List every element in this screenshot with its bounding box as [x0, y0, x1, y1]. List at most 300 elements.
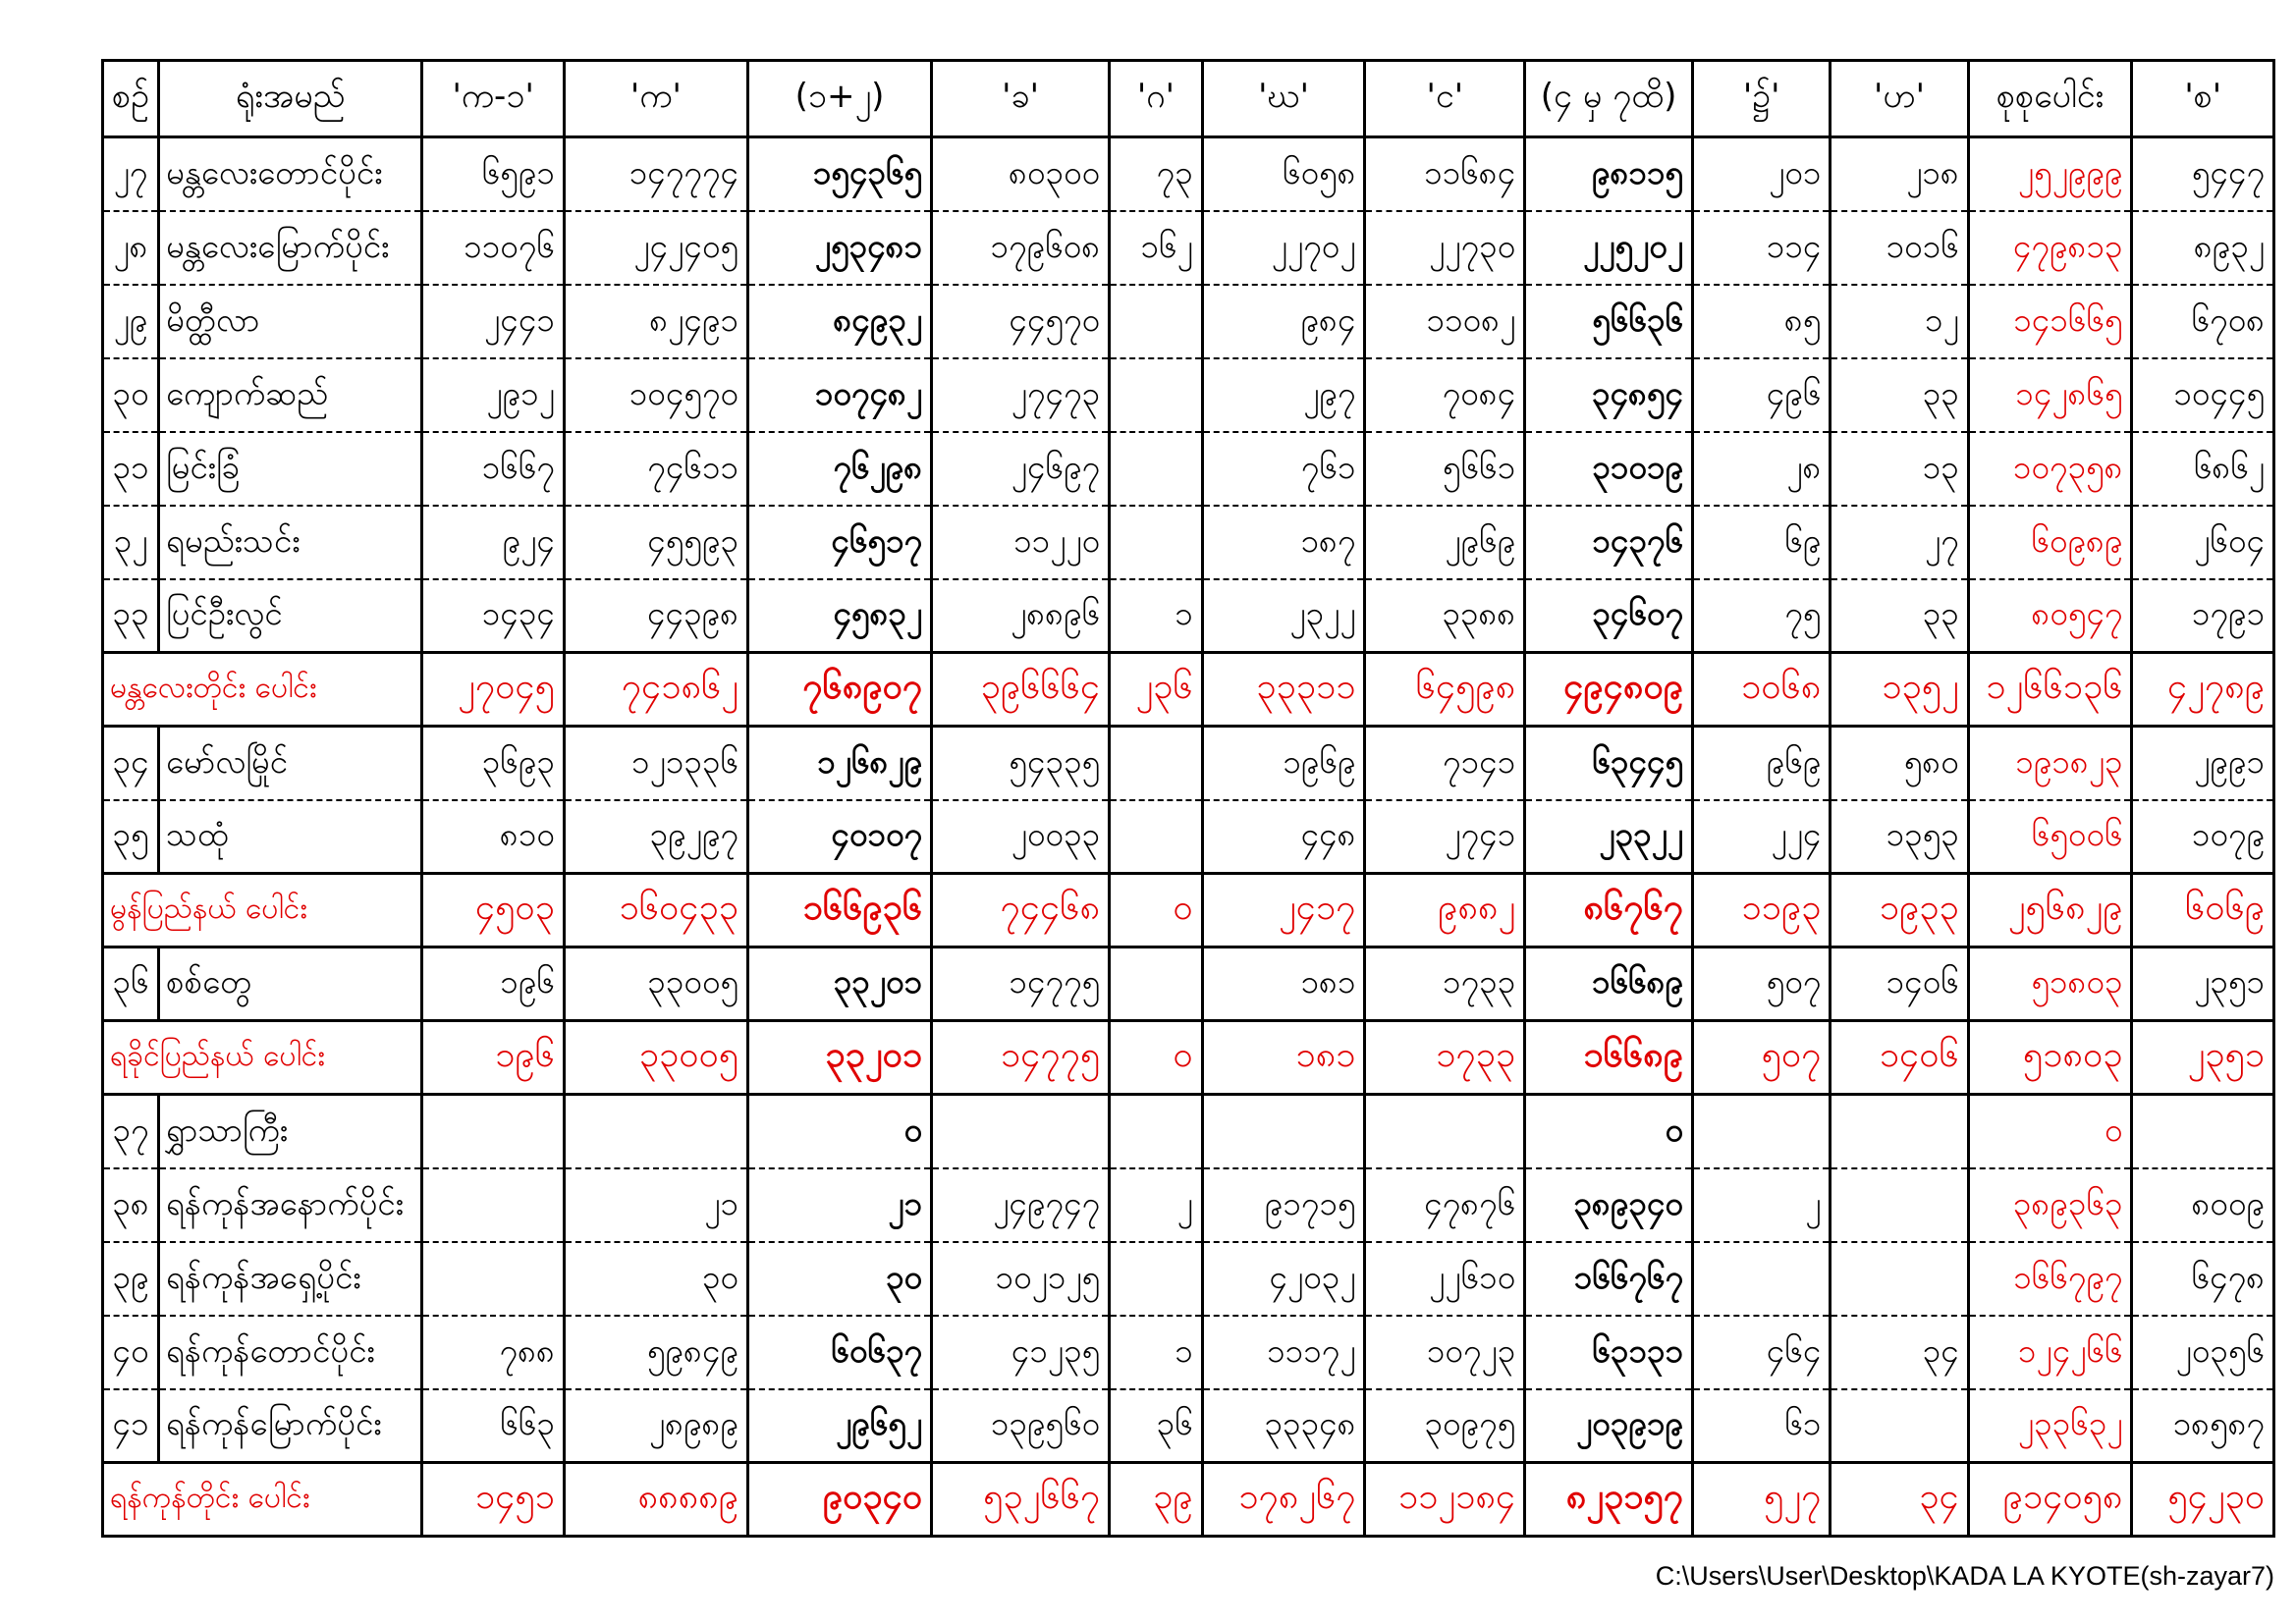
value-cell: ၆၈၆၂	[2132, 432, 2274, 506]
value-cell: ၁၁၄	[1693, 211, 1831, 285]
value-cell: ၁၁၂၂၀	[932, 506, 1110, 579]
value-cell: ၂၇၀၄၅	[422, 653, 564, 727]
value-cell: ၄၄၃၉၈	[564, 579, 747, 653]
value-cell: ၄၄၅၇၀	[932, 285, 1110, 358]
value-cell: ၃၃	[1831, 358, 1968, 432]
value-cell	[1202, 1095, 1365, 1168]
value-cell: ၇၄၄၆၈	[932, 874, 1110, 947]
office-name: ရန်ကုန်အနောက်ပိုင်း	[158, 1168, 421, 1242]
value-cell: ၂	[1110, 1168, 1203, 1242]
value-cell: ၉၁၄၀၅၈	[1968, 1463, 2132, 1537]
value-cell: ၅၆၆၁	[1365, 432, 1525, 506]
value-cell: ၁၇၃၃	[1365, 947, 1525, 1021]
value-cell: ၁၁၁၇၂	[1202, 1316, 1365, 1389]
region-total-label: ရခိုင်ပြည်နယ် ပေါင်း	[103, 1021, 422, 1095]
value-cell: ၁၄၇၇၅	[932, 1021, 1110, 1095]
value-cell: ၄၆၅၁၇	[747, 506, 931, 579]
value-cell: ၃၀	[564, 1242, 747, 1316]
value-cell	[1110, 1095, 1203, 1168]
value-cell: ၉၆၉	[1693, 727, 1831, 800]
value-cell: ၄၄၈	[1202, 800, 1365, 874]
revenue-table	[101, 59, 2275, 1538]
header-row	[103, 61, 2274, 137]
value-cell: ၈၂၄၉၁	[564, 285, 747, 358]
value-cell	[1110, 800, 1203, 874]
value-cell: ၁၇၃၃	[1365, 1021, 1525, 1095]
table-row	[103, 1389, 2274, 1463]
value-cell: ၃၃၂၀၁	[747, 947, 931, 1021]
column-header: 'ခ'	[932, 61, 1110, 137]
value-cell: ၁၆၆၇၉၇	[1968, 1242, 2132, 1316]
value-cell: ၁၃	[1831, 432, 1968, 506]
value-cell: ၀	[1110, 874, 1203, 947]
value-cell: ၈၉၃၂	[2132, 211, 2274, 285]
column-header: 'ဃ'	[1202, 61, 1365, 137]
table-row	[103, 506, 2274, 579]
column-header: ရုံးအမည်	[158, 61, 421, 137]
value-cell: ၇၄၆၁၁	[564, 432, 747, 506]
value-cell	[1110, 947, 1203, 1021]
value-cell: ၁၃၅၂	[1831, 653, 1968, 727]
value-cell: ၀	[1525, 1095, 1693, 1168]
value-cell: ၁၅၄၃၆၅	[747, 137, 931, 211]
value-cell: ၂၇၄၁	[1365, 800, 1525, 874]
value-cell: ၂၉၆၉	[1365, 506, 1525, 579]
value-cell: ၂၈၈၉၆	[932, 579, 1110, 653]
column-header: 'ဟ'	[1831, 61, 1968, 137]
value-cell: ၃၄	[1831, 1316, 1968, 1389]
value-cell: ၁၂၄၂၆၆	[1968, 1316, 2132, 1389]
table-row	[103, 432, 2274, 506]
table-row	[103, 211, 2274, 285]
value-cell: ၄၅၈၃၂	[747, 579, 931, 653]
value-cell: ၅၆၆၃၆	[1525, 285, 1693, 358]
value-cell: ၂၈၉၈၉	[564, 1389, 747, 1463]
value-cell: ၅၈၀	[1831, 727, 1968, 800]
value-cell: ၈၅	[1693, 285, 1831, 358]
value-cell: ၈၁၀	[422, 800, 564, 874]
value-cell	[1831, 1389, 1968, 1463]
value-cell: ၅၄၄၇	[2132, 137, 2274, 211]
region-total-label: ရန်ကုန်တိုင်း ပေါင်း	[103, 1463, 422, 1537]
value-cell: ၁	[1110, 579, 1203, 653]
value-cell: ၄၂၇၈၉	[2132, 653, 2274, 727]
office-name: ရွှာသာကြီး	[158, 1095, 421, 1168]
value-cell: ၂၂၇၃၀	[1365, 211, 1525, 285]
column-header: (၄ မှ ၇ထိ)	[1525, 61, 1693, 137]
value-cell: ၁၆၂	[1110, 211, 1203, 285]
value-cell: ၆၀၅၈	[1202, 137, 1365, 211]
office-name: ရန်ကုန်အရှေ့ပိုင်း	[158, 1242, 421, 1316]
table-row	[103, 1168, 2274, 1242]
value-cell: ၅၄၃၃၅	[932, 727, 1110, 800]
value-cell: ၁၄၂၈၆၅	[1968, 358, 2132, 432]
office-name: ရန်ကုန်တောင်ပိုင်း	[158, 1316, 421, 1389]
value-cell: ၆၀၆၉	[2132, 874, 2274, 947]
value-cell: ၄၆၄	[1693, 1316, 1831, 1389]
value-cell: ၆၃၁၃၁	[1525, 1316, 1693, 1389]
office-name: မြင်းခြံ	[158, 432, 421, 506]
row-number: ၃၃	[103, 579, 159, 653]
row-number: ၃၈	[103, 1168, 159, 1242]
value-cell: ၁၄၁၆၆၅	[1968, 285, 2132, 358]
value-cell: ၄၉၄၈၀၉	[1525, 653, 1693, 727]
table-row	[103, 1095, 2274, 1168]
table-row	[103, 1316, 2274, 1389]
value-cell: ၁၇၉၆၀၈	[932, 211, 1110, 285]
value-cell: ၂၈	[1693, 432, 1831, 506]
value-cell: ၂၄၆၉၇	[932, 432, 1110, 506]
value-cell: ၆၉	[1693, 506, 1831, 579]
value-cell: ၁၆၆၈၉	[1525, 947, 1693, 1021]
value-cell: ၇၄၁၈၆၂	[564, 653, 747, 727]
value-cell: ၄၇၈၇၆	[1365, 1168, 1525, 1242]
value-cell: ၈၄၉၃၂	[747, 285, 931, 358]
value-cell: ၀	[747, 1095, 931, 1168]
table-body	[103, 137, 2274, 1537]
value-cell: ၁၂၆၈၂၉	[747, 727, 931, 800]
row-number: ၃၁	[103, 432, 159, 506]
value-cell: ၃၉၆၆၆၄	[932, 653, 1110, 727]
value-cell: ၁၈၅၈၇	[2132, 1389, 2274, 1463]
table-row	[103, 285, 2274, 358]
row-number: ၄၁	[103, 1389, 159, 1463]
value-cell: ၄၇၉၈၁၃	[1968, 211, 2132, 285]
value-cell: ၂၅၃၄၈၁	[747, 211, 931, 285]
value-cell: ၁၉၃၃	[1831, 874, 1968, 947]
column-header: စုစုပေါင်း	[1968, 61, 2132, 137]
column-header: စဉ်	[103, 61, 159, 137]
value-cell: ၁၆၆၇	[422, 432, 564, 506]
value-cell	[1831, 1095, 1968, 1168]
value-cell: ၁၁၀၇၆	[422, 211, 564, 285]
value-cell: ၁၄၇၇၅	[932, 947, 1110, 1021]
value-cell: ၁	[1110, 1316, 1203, 1389]
value-cell: ၁၆၀၄၃၃	[564, 874, 747, 947]
office-name: မိတ္ထီလာ	[158, 285, 421, 358]
value-cell: ၃၀	[747, 1242, 931, 1316]
value-cell: ၂၉၆၅၂	[747, 1389, 931, 1463]
value-cell: ၃၃၀၀၅	[564, 1021, 747, 1095]
value-cell: ၃၃၈၈	[1365, 579, 1525, 653]
value-cell: ၂၃၅၁	[2132, 947, 2274, 1021]
table-row	[103, 947, 2274, 1021]
value-cell: ၅၁၈၀၃	[1968, 1021, 2132, 1095]
value-cell: ၄၂၀၃၂	[1202, 1242, 1365, 1316]
value-cell	[422, 1095, 564, 1168]
value-cell: ၇၈၈	[422, 1316, 564, 1389]
value-cell: ၂၄၁၇	[1202, 874, 1365, 947]
value-cell: ၂၁	[564, 1168, 747, 1242]
row-number: ၂၇	[103, 137, 159, 211]
value-cell: ၁၀၇၂၃	[1365, 1316, 1525, 1389]
table-row	[103, 1242, 2274, 1316]
subtotal-row	[103, 653, 2274, 727]
value-cell: ၂၄၉၇၄၇	[932, 1168, 1110, 1242]
value-cell: ၁၄၃၄	[422, 579, 564, 653]
column-header: 'က'	[564, 61, 747, 137]
value-cell: ၆၅၀၀၆	[1968, 800, 2132, 874]
value-cell: ၃၉	[1110, 1463, 1203, 1537]
office-name: မန္တလေးမြောက်ပိုင်း	[158, 211, 421, 285]
value-cell: ၆၀၆၃၇	[747, 1316, 931, 1389]
value-cell: ၁၃၅၃	[1831, 800, 1968, 874]
value-cell: ၂၂၆၁၀	[1365, 1242, 1525, 1316]
value-cell	[1110, 727, 1203, 800]
value-cell: ၃၆	[1110, 1389, 1203, 1463]
value-cell: ၁၇၉၁	[2132, 579, 2274, 653]
value-cell: ၁၉၁၈၂၃	[1968, 727, 2132, 800]
value-cell: ၅၃၂၆၆၇	[932, 1463, 1110, 1537]
value-cell: ၂၄၄၁	[422, 285, 564, 358]
column-header: (၁+၂)	[747, 61, 931, 137]
value-cell	[2132, 1095, 2274, 1168]
value-cell: ၁၃၉၅၆၀	[932, 1389, 1110, 1463]
subtotal-row	[103, 874, 2274, 947]
value-cell: ၃၃၃၁၁	[1202, 653, 1365, 727]
table-row	[103, 137, 2274, 211]
value-cell: ၆၆၃	[422, 1389, 564, 1463]
value-cell: ၂၉၁၂	[422, 358, 564, 432]
value-cell: ၃၈၉၃၆၃	[1968, 1168, 2132, 1242]
row-number: ၃၆	[103, 947, 159, 1021]
value-cell: ၂၅၆၈၂၉	[1968, 874, 2132, 947]
value-cell: ၅၉၈၄၉	[564, 1316, 747, 1389]
value-cell	[564, 1095, 747, 1168]
value-cell: ၆၁	[1693, 1389, 1831, 1463]
table-row	[103, 579, 2274, 653]
value-cell: ၇၁၄၁	[1365, 727, 1525, 800]
table-row	[103, 727, 2274, 800]
value-cell	[1693, 1095, 1831, 1168]
value-cell	[1365, 1095, 1525, 1168]
value-cell: ၂၄၂၄၀၅	[564, 211, 747, 285]
value-cell	[422, 1168, 564, 1242]
row-number: ၂၉	[103, 285, 159, 358]
row-number: ၃၉	[103, 1242, 159, 1316]
value-cell: ၈၆၇၆၇	[1525, 874, 1693, 947]
value-cell: ၂၃၆	[1110, 653, 1203, 727]
value-cell: ၁၈၁	[1202, 1021, 1365, 1095]
value-cell: ၀	[1968, 1095, 2132, 1168]
value-cell: ၅၁၈၀၃	[1968, 947, 2132, 1021]
value-cell: ၃၃၂၀၁	[747, 1021, 931, 1095]
value-cell: ၈၀၃၀၀	[932, 137, 1110, 211]
table-row	[103, 800, 2274, 874]
value-cell: ၇၆၈၉၀၇	[747, 653, 931, 727]
value-cell: ၁၀၄၅၇၀	[564, 358, 747, 432]
value-cell: ၉၈၁၁၅	[1525, 137, 1693, 211]
value-cell: ၆၄၅၉၈	[1365, 653, 1525, 727]
value-cell: ၁၁၆၈၄	[1365, 137, 1525, 211]
value-cell: ၅၀၇	[1693, 1021, 1831, 1095]
value-cell: ၂၁	[747, 1168, 931, 1242]
value-cell: ၅၄၂၃၀	[2132, 1463, 2274, 1537]
value-cell: ၂၅၂၉၉၉	[1968, 137, 2132, 211]
value-cell: ၃၃	[1831, 579, 1968, 653]
value-cell: ၄၁၂၃၅	[932, 1316, 1110, 1389]
value-cell: ၂၀၁	[1693, 137, 1831, 211]
value-cell: ၉၀၃၄၀	[747, 1463, 931, 1537]
column-header: '၌'	[1693, 61, 1831, 137]
value-cell: ၂၉၇	[1202, 358, 1365, 432]
office-name: မော်လမြိုင်	[158, 727, 421, 800]
value-cell: ၂၂၄	[1693, 800, 1831, 874]
value-cell: ၁၁၂၁၈၄	[1365, 1463, 1525, 1537]
value-cell: ၉၈၈၂	[1365, 874, 1525, 947]
value-cell: ၂၀၃၅၆	[2132, 1316, 2274, 1389]
region-total-label: မွန်ပြည်နယ် ပေါင်း	[103, 874, 422, 947]
value-cell	[932, 1095, 1110, 1168]
value-cell: ၇၆၂၉၈	[747, 432, 931, 506]
value-cell: ၆၄၇၈	[2132, 1242, 2274, 1316]
value-cell: ၃၄	[1831, 1463, 1968, 1537]
value-cell: ၁၀၆၈	[1693, 653, 1831, 727]
report-sheet	[101, 59, 2275, 1538]
value-cell: ၂၇၄၇၃	[932, 358, 1110, 432]
value-cell: ၁၀၄၄၅	[2132, 358, 2274, 432]
column-header: 'င'	[1365, 61, 1525, 137]
value-cell	[1110, 506, 1203, 579]
value-cell: ၂၆၀၄	[2132, 506, 2274, 579]
value-cell: ၂၃၃၆၃၂	[1968, 1389, 2132, 1463]
value-cell: ၈၂၃၁၅၇	[1525, 1463, 1693, 1537]
value-cell: ၂၂၅၂၀၂	[1525, 211, 1693, 285]
value-cell: ၇၃	[1110, 137, 1203, 211]
value-cell: ၁၁၀၈၂	[1365, 285, 1525, 358]
row-number: ၃၀	[103, 358, 159, 432]
value-cell: ၁၀၁၆	[1831, 211, 1968, 285]
value-cell: ၅၂၇	[1693, 1463, 1831, 1537]
row-number: ၄၀	[103, 1316, 159, 1389]
value-cell: ၅၀၇	[1693, 947, 1831, 1021]
row-number: ၃၅	[103, 800, 159, 874]
value-cell: ၆၀၉၈၉	[1968, 506, 2132, 579]
value-cell: ၉၁၇၁၅	[1202, 1168, 1365, 1242]
value-cell: ၁၄၀၆	[1831, 1021, 1968, 1095]
office-name: ပြင်ဦးလွင်	[158, 579, 421, 653]
value-cell: ၃၁၀၁၉	[1525, 432, 1693, 506]
row-number: ၃၄	[103, 727, 159, 800]
row-number: ၃၂	[103, 506, 159, 579]
value-cell: ၁၄၀၆	[1831, 947, 1968, 1021]
row-number: ၃၇	[103, 1095, 159, 1168]
value-cell: ၃၉၂၉၇	[564, 800, 747, 874]
value-cell: ၄၉၆	[1693, 358, 1831, 432]
value-cell: ၁၆၆၇၆၇	[1525, 1242, 1693, 1316]
value-cell: ၈၀၀၉	[2132, 1168, 2274, 1242]
value-cell: ၇၀၈၄	[1365, 358, 1525, 432]
value-cell: ၈၈၈၈၉	[564, 1463, 747, 1537]
column-header: 'ဂ'	[1110, 61, 1203, 137]
column-header: 'စ'	[2132, 61, 2274, 137]
row-number: ၂၈	[103, 211, 159, 285]
value-cell: ၁၄၇၇၇၄	[564, 137, 747, 211]
column-header: 'က-၁'	[422, 61, 564, 137]
value-cell: ၂၃၅၁	[2132, 1021, 2274, 1095]
value-cell: ၁၉၆	[422, 947, 564, 1021]
value-cell: ၁၇၈၂၆၇	[1202, 1463, 1365, 1537]
value-cell: ၃၀၉၇၅	[1365, 1389, 1525, 1463]
value-cell: ၁၈၁	[1202, 947, 1365, 1021]
value-cell: ၃၆၉၃	[422, 727, 564, 800]
value-cell: ၀	[1110, 1021, 1203, 1095]
region-total-label: မန္တလေးတိုင်း ပေါင်း	[103, 653, 422, 727]
value-cell: ၃၃၀၀၅	[564, 947, 747, 1021]
value-cell: ၈၀၅၄၇	[1968, 579, 2132, 653]
value-cell: ၂၀၀၃၃	[932, 800, 1110, 874]
office-name: သထုံ	[158, 800, 421, 874]
value-cell: ၁၁၉၃	[1693, 874, 1831, 947]
file-path-footer: C:\Users\User\Desktop\KADA LA KYOTE(sh-zayar7)	[1655, 1561, 2274, 1591]
value-cell: ၆၇၀၈	[2132, 285, 2274, 358]
value-cell	[1110, 1242, 1203, 1316]
value-cell	[1831, 1168, 1968, 1242]
value-cell: ၇၅	[1693, 579, 1831, 653]
value-cell	[1693, 1242, 1831, 1316]
value-cell	[1110, 432, 1203, 506]
value-cell: ၁၀၇၃၅၈	[1968, 432, 2132, 506]
value-cell: ၁၀၇၉	[2132, 800, 2274, 874]
value-cell: ၆၅၉၁	[422, 137, 564, 211]
value-cell: ၃၄၈၅၄	[1525, 358, 1693, 432]
value-cell: ၁၂၁၃၃၆	[564, 727, 747, 800]
value-cell: ၆၃၄၄၅	[1525, 727, 1693, 800]
value-cell: ၁၉၆၉	[1202, 727, 1365, 800]
office-name: မန္တလေးတောင်ပိုင်း	[158, 137, 421, 211]
value-cell: ၉၂၄	[422, 506, 564, 579]
value-cell: ၂၇	[1831, 506, 1968, 579]
value-cell: ၁၄၅၁	[422, 1463, 564, 1537]
value-cell: ၃၄၆၀၇	[1525, 579, 1693, 653]
value-cell: ၁၂၆၆၁၃၆	[1968, 653, 2132, 727]
value-cell: ၁၂	[1831, 285, 1968, 358]
value-cell: ၁၈၇	[1202, 506, 1365, 579]
value-cell: ၂	[1693, 1168, 1831, 1242]
value-cell: ၂၃၃၂၂	[1525, 800, 1693, 874]
value-cell: ၂၁၈	[1831, 137, 1968, 211]
value-cell	[422, 1242, 564, 1316]
office-name: စစ်တွေ	[158, 947, 421, 1021]
value-cell: ၃၈၉၃၄၀	[1525, 1168, 1693, 1242]
value-cell: ၁၀၂၁၂၅	[932, 1242, 1110, 1316]
value-cell: ၃၃၃၄၈	[1202, 1389, 1365, 1463]
table-row	[103, 358, 2274, 432]
value-cell: ၇၆၁	[1202, 432, 1365, 506]
subtotal-row	[103, 1463, 2274, 1537]
value-cell: ၄၅၅၉၃	[564, 506, 747, 579]
value-cell: ၁၆၆၉၃၆	[747, 874, 931, 947]
subtotal-row	[103, 1021, 2274, 1095]
office-name: ရန်ကုန်မြောက်ပိုင်း	[158, 1389, 421, 1463]
value-cell: ၂၉၉၁	[2132, 727, 2274, 800]
value-cell	[1110, 285, 1203, 358]
value-cell: ၂၃၂၂	[1202, 579, 1365, 653]
value-cell: ၄၅၀၃	[422, 874, 564, 947]
office-name: ကျောက်ဆည်	[158, 358, 421, 432]
value-cell: ၂၂၇၀၂	[1202, 211, 1365, 285]
value-cell: ၉၈၄	[1202, 285, 1365, 358]
value-cell	[1110, 358, 1203, 432]
value-cell: ၂၀၃၉၁၉	[1525, 1389, 1693, 1463]
value-cell: ၁၄၃၇၆	[1525, 506, 1693, 579]
value-cell: ၁၀၇၄၈၂	[747, 358, 931, 432]
value-cell: ၁၆၆၈၉	[1525, 1021, 1693, 1095]
value-cell	[1831, 1242, 1968, 1316]
office-name: ရမည်းသင်း	[158, 506, 421, 579]
value-cell: ၁၉၆	[422, 1021, 564, 1095]
value-cell: ၄၀၁၀၇	[747, 800, 931, 874]
